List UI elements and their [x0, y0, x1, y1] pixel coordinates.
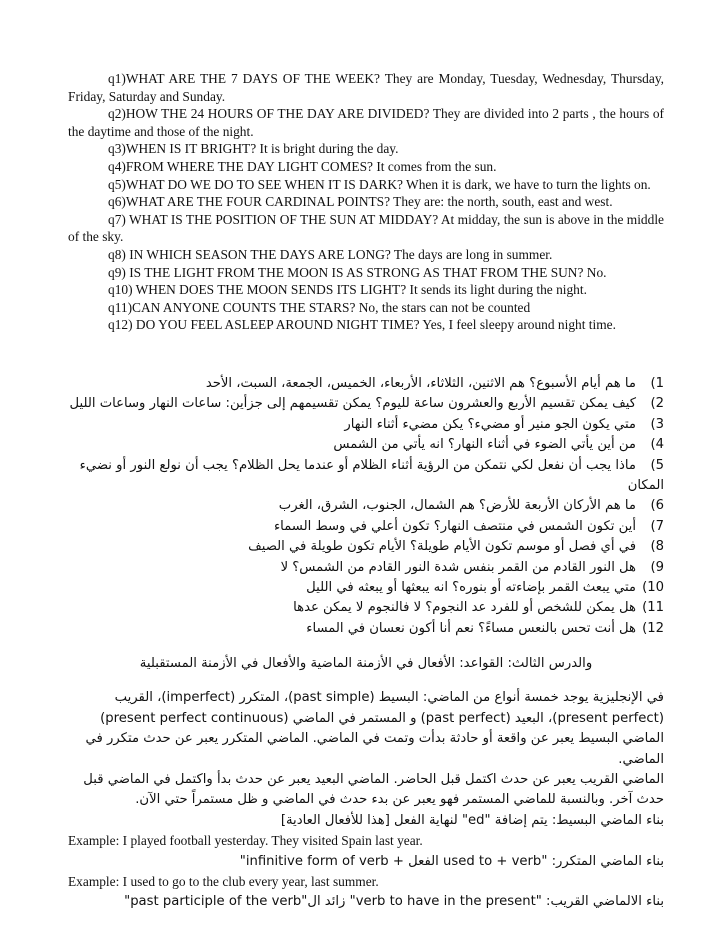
question-ar-4 — [68, 435, 664, 455]
lesson-title: والدرس الثالث: القواعد: الأفعال في الأزمنة الماضية والأفعال في الأزمنة المستقبلية — [139, 656, 593, 671]
question-ar-3 — [68, 415, 664, 435]
question-ar-number: 4) — [650, 437, 664, 453]
lesson-paragraph-1: في الإنجليزية يوجد خمسة أنواع من الماضي: البسيط (past simple)، المتكرر (imperfect)، القريب (present perfect)، البعيد (past perfect) و المستمر في الماضي (present perfect continuous) — [100, 690, 664, 726]
question-ar-text: متي يكون الجو منير أو مضيء؟ يكن مضيء أثناء النهار — [344, 416, 636, 432]
question-en-3: q3)WHEN IS IT BRIGHT? It is bright during the day. — [108, 141, 399, 157]
example-past-simple: Example: I played football yesterday. They visited Spain last year. — [68, 833, 423, 849]
question-ar-text: هل النور القادم من القمر بنفس شدة النور القادم من الشمس؟ لا — [280, 559, 636, 575]
question-ar-10 — [68, 578, 664, 598]
question-ar-text: متي يبعث القمر بإضاءته أو بنوره؟ انه يبعثها أو يبعثه في الليل — [306, 580, 636, 596]
question-en-10: q10) WHEN DOES THE MOON SENDS ITS LIGHT? It sends its light during the night. — [108, 282, 587, 298]
question-ar-number: 9) — [650, 559, 664, 575]
lesson-paragraph-3: الماضي القريب يعبر عن حدث اكتمل قبل الحاضر. الماضي البعيد يعبر عن حدث بدأ واكتمل في الماضي قبل حدث آخر. وبالنسبة للماضي المستمر فهو يعبر عن بدء حدث في الماضي و ظل مستمراً حتي الآن. — [83, 772, 664, 808]
question-en-9: q9) IS THE LIGHT FROM THE MOON IS AS STRONG AS THAT FROM THE SUN? No. — [108, 264, 607, 280]
question-en-12: q12) DO YOU FEEL ASLEEP AROUND NIGHT TIME? Yes, I feel sleepy around night time. — [108, 317, 616, 333]
rule-past-simple: بناء الماضي البسيط: يتم إضافة "ed" لنهاية الفعل [هذا للأفعال العادية] — [280, 812, 664, 828]
question-ar-number: 8) — [650, 539, 664, 555]
question-ar-number: 12) — [642, 620, 664, 636]
question-ar-number: 10) — [642, 580, 664, 596]
rule-present-perfect: بناء الالماضي القريب: "verb to have in the present" زائد ال"past participle of the verb" — [124, 894, 664, 910]
arabic-questions — [68, 374, 664, 639]
english-questions — [68, 70, 664, 334]
question-en-7: q7) WHAT IS THE POSITION OF THE SUN AT MIDDAY? At midday, the sun is above in the middle of the sky. — [68, 211, 664, 245]
question-en-4: q4)FROM WHERE THE DAY LIGHT COMES? It comes from the sun. — [108, 158, 497, 174]
question-ar-number: 5) — [650, 457, 664, 473]
question-ar-number: 7) — [650, 518, 664, 534]
question-ar-6 — [68, 496, 664, 516]
question-ar-5 — [68, 456, 664, 497]
question-ar-7 — [68, 517, 664, 537]
question-en-2: q2)HOW THE 24 HOURS OF THE DAY ARE DIVIDED? They are divided into 2 parts , the hours of the daytime and those of the night. — [68, 106, 664, 139]
question-ar-11 — [68, 598, 664, 618]
question-en-11: q11)CAN ANYONE COUNTS THE STARS? No, the stars can not be counted — [108, 299, 531, 315]
question-ar-text: هل أنت تحس بالنعس مساءً؟ نعم أنا أكون نعسان في المساء — [306, 620, 636, 636]
question-ar-text: هل يمكن للشخص أو للفرد عد النجوم؟ لا فالنجوم لا يمكن عدها — [293, 600, 636, 616]
lesson-paragraph-2: الماضي البسيط يعبر عن واقعة أو حادثة بدأت وتمت في الماضي. الماضي المتكرر يعبر عن حدث متكرر في الماضي. — [85, 731, 664, 767]
question-ar-text: ماذا يجب أن نفعل لكي نتمكن من الرؤية أثناء الظلام أو عندما يحل الظلام؟ يجب أن نولع النور أو نضيء المكان — [79, 457, 664, 494]
question-en-1: q1)WHAT ARE THE 7 DAYS OF THE WEEK? They are Monday, Tuesday, Wednesday, Thursday, Friday, Saturday and Sunday. — [68, 71, 664, 104]
question-ar-12 — [68, 619, 664, 639]
question-ar-text: في أي فصل أو موسم تكون الأيام طويلة؟ الأيام تكون طويلة في الصيف — [248, 539, 636, 555]
question-ar-number: 1) — [650, 376, 664, 391]
question-ar-text: ما هم أيام الأسبوع؟ هم الاثنين، الثلاثاء، الأربعاء، الخميس، الجمعة، السبت، الأحد — [205, 376, 636, 391]
grammar-lesson — [68, 654, 664, 913]
question-ar-number: 3) — [650, 416, 664, 432]
question-ar-2 — [68, 394, 664, 414]
question-ar-text: أين تكون الشمس في منتصف النهار؟ تكون أعلي في وسط السماء — [273, 518, 636, 534]
question-ar-1 — [68, 374, 664, 394]
question-ar-8 — [68, 537, 664, 557]
example-imperfect: Example: I used to go to the club every year, last summer. — [68, 874, 379, 890]
question-en-6: q6)WHAT ARE THE FOUR CARDINAL POINTS? They are: the north, south, east and west. — [108, 194, 613, 210]
question-ar-text: ما هم الأركان الأربعة للأرض؟ هم الشمال، الجنوب، الشرق، الغرب — [278, 498, 636, 514]
question-ar-number: 2) — [650, 396, 664, 412]
question-ar-number: 11) — [642, 600, 664, 616]
question-ar-9 — [68, 558, 664, 578]
question-en-8: q8) IN WHICH SEASON THE DAYS ARE LONG? The days are long in summer. — [108, 246, 553, 262]
question-en-5: q5)WHAT DO WE DO TO SEE WHEN IT IS DARK? When it is dark, we have to turn the lights on. — [108, 176, 651, 192]
rule-imperfect: بناء الماضي المتكرر: "used to + verb الفعل + infinitive form of verb" — [239, 853, 664, 869]
question-ar-text: من أين يأتي الضوء في أثناء النهار؟ انه يأتي من الشمس — [333, 437, 636, 453]
question-ar-number: 6) — [650, 498, 664, 514]
question-ar-text: كيف يمكن تقسيم الأربع والعشرون ساعة لليوم؟ يمكن تقسيمهم إلى جزأين: ساعات النهار وساعات الليل — [69, 396, 636, 412]
